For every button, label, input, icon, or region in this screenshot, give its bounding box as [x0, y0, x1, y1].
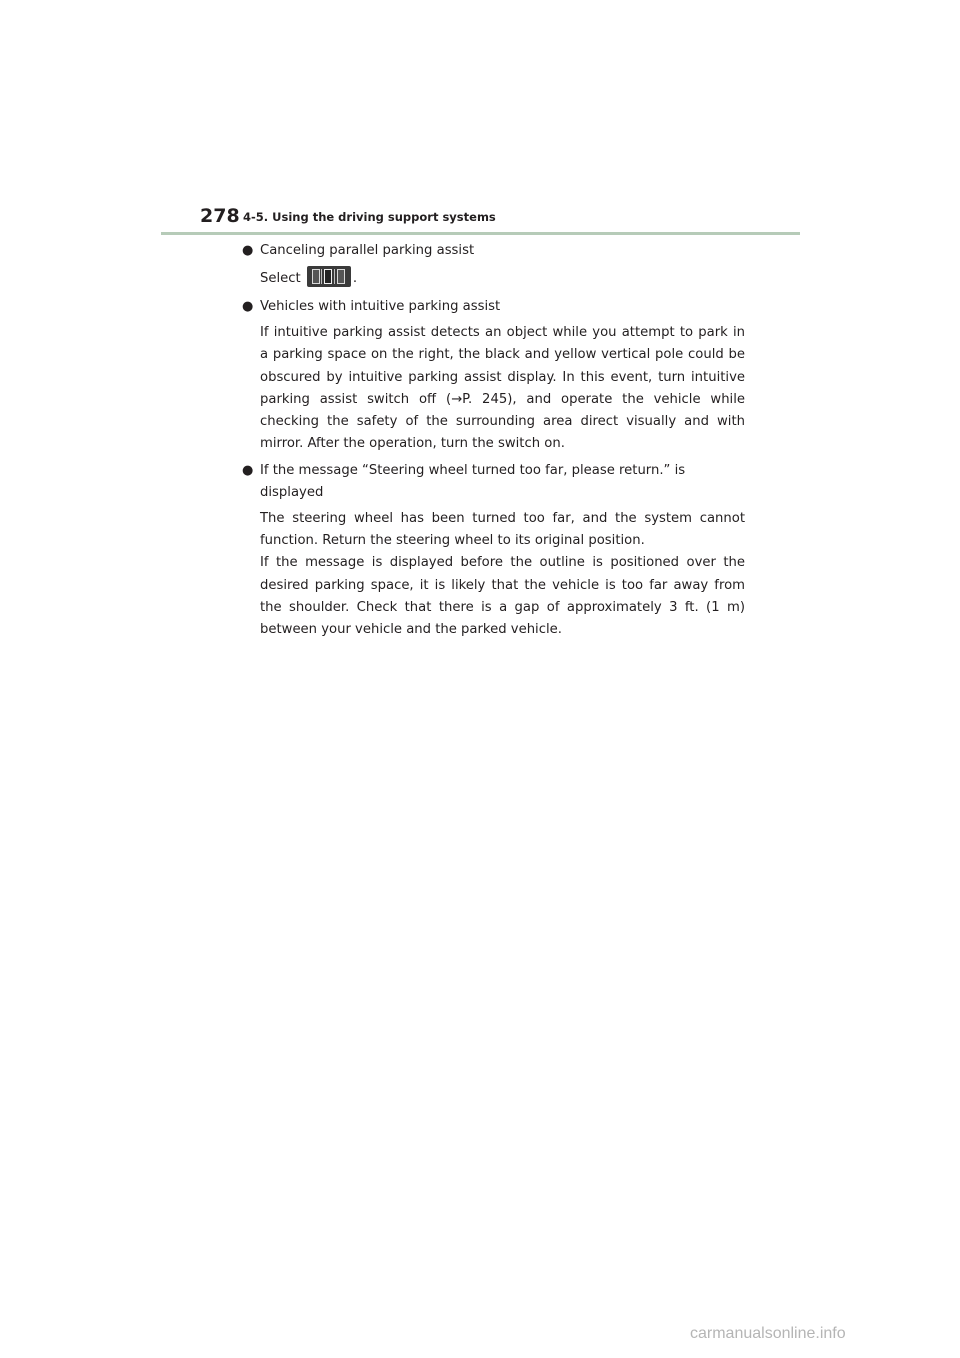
bullet-icon: ● [242, 299, 254, 314]
select-instruction [242, 266, 745, 292]
list-item-canceling [242, 240, 745, 262]
header-divider [161, 232, 800, 235]
bullet-icon: ● [242, 462, 254, 478]
item-heading: Canceling parallel parking assist [260, 243, 475, 258]
item-heading: If the message “Steering wheel turned too far, please return.” is displayed [260, 462, 686, 500]
select-suffix: . [352, 271, 358, 286]
watermark: carmanualsonline.info [690, 1325, 846, 1342]
page-number: 278 [200, 205, 240, 227]
bullet-icon: ● [242, 243, 254, 258]
page-content [242, 240, 745, 642]
parking-assist-cancel-button-icon [307, 266, 351, 287]
page-header [200, 204, 800, 234]
item-body-1: The steering wheel has been turned too far, and the system cannot function. Return the steering wheel to its original position. [260, 510, 745, 549]
item-heading: Vehicles with intuitive parking assist [260, 299, 501, 314]
section-title: 4-5. Using the driving support systems [243, 210, 496, 224]
item-body: If intuitive parking assist detects an object while you attempt to park in a parking space on the right, the black and yellow vertical pole could be obscured by intuitive parking assist display. In this event, turn intuitive parking assist switch off (→P. 245), and operate the vehicle while checking the safety of the surrounding area direct visually and with mirror. After the operation, turn the switch on. [260, 325, 745, 452]
select-prefix: Select [260, 271, 301, 286]
list-item-steering-message [242, 460, 745, 504]
list-item-intuitive-parking [242, 296, 745, 318]
item-body-2: If the message is displayed before the outline is positioned over the desired parking space, it is likely that the vehicle is too far away from the shoulder. Check that there is a gap of approximately 3 ft. (1 m) between your vehicle and the parked vehicle. [260, 555, 745, 638]
